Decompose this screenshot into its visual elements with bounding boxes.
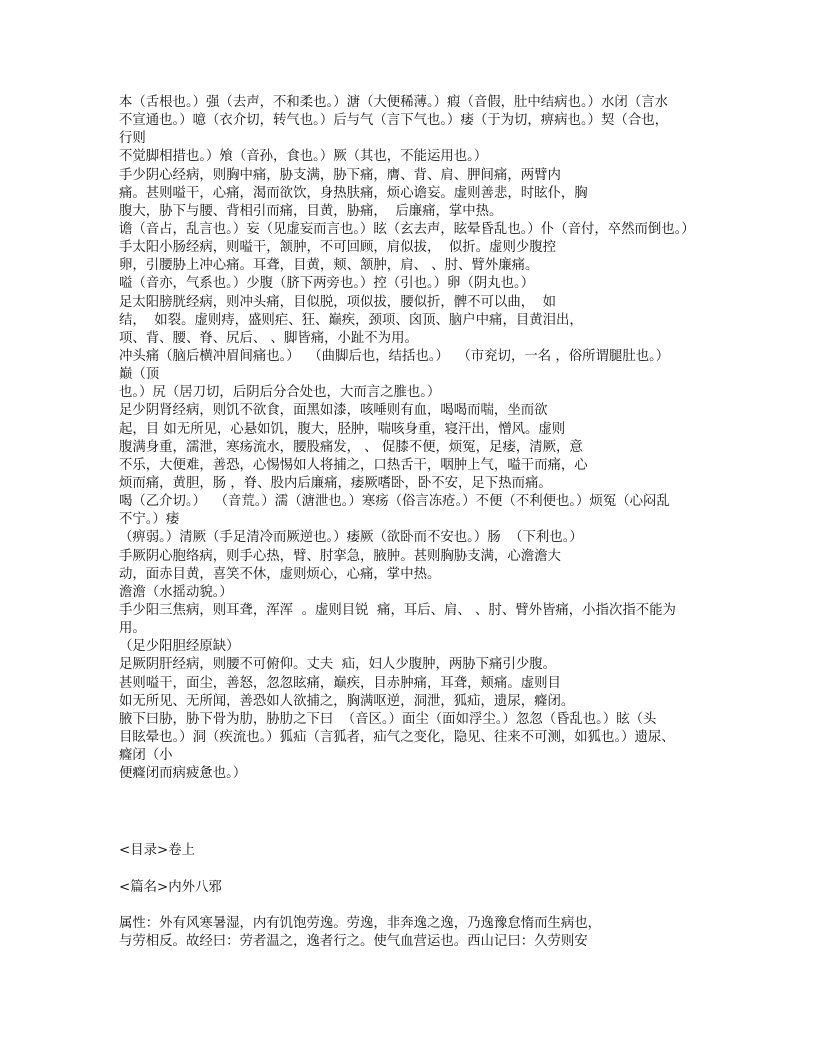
text-line: 足太阳膀胱经病，则冲头痛，目似脱，项似拔，腰似折，髀不可以曲， 如 — [119, 294, 557, 310]
text-line: 不宣通也。）噫（衣介切，转气也。）后与气（言下气也。）痿（于为切，痹病也。）契（合也， — [119, 113, 668, 129]
text-line: 喝（乙介切。） （音荒。）濡（溏泄也。）寒疡（俗言冻疮。）不便（不利便也。）烦冤（心闷乱 — [119, 494, 670, 510]
text-line: 不宁。）痿 — [119, 512, 180, 528]
section-header — [119, 842, 719, 952]
text-line: 腋下曰胁，胁下骨为肋，胁肋之下曰 （音区。）面尘（面如浮尘。）忽忽（昏乱也。）眩（头 — [119, 711, 657, 727]
text-line: 冲头痛（脑后横冲眉间痛也。） （曲脚后也，结括也。） （市兖切，一名 ，俗所谓腿肚也。） — [119, 348, 670, 364]
text-line: 便癃闭而病疲惫也。） — [119, 766, 247, 782]
text-line: 谵（音占，乱言也。）妄（见虚妄而言也。）眩（玄去声，眩晕昏乱也。）仆（音付，卒然而倒也。） — [119, 221, 695, 237]
text-line: 甚则嗌干，面尘，善怒，忽忽眩痛，巅疾，目赤肿痛，耳聋，颊痛。虚则目 — [119, 675, 561, 691]
text-line: 癃闭（小 — [119, 748, 173, 764]
attribute-line: 与劳相反。故经曰：劳者温之，逸者行之。使气血营运也。西山记曰：久劳则安 — [119, 934, 588, 950]
text-line: 腹满身重，濡泄，寒疡流水，腰股痛发， 、 促膝不便，烦冤，足痿，清厥，意 — [119, 439, 583, 455]
text-line: 不乐，大便难，善恐，心惕惕如人将捕之，口热舌干，咽肿上气，嗌干而痛，心 — [119, 457, 588, 473]
text-line: （痹弱。）清厥（手足清冷而厥逆也。）痿厥（欲卧而不安也。）肠 （下利也。） — [119, 530, 583, 546]
text-line: 动，面赤目黄，喜笑不休，虚则烦心，心痛，掌中热。 — [119, 566, 441, 582]
text-line: 手太阳小肠经病，则嗌干，颔肿，不可回顾，肩似拔， 似折。虚则少腹控 — [119, 240, 557, 256]
text-line: 手少阳三焦病，则耳聋，浑浑 。虚则目锐 痛，耳后、肩、 、肘、臂外皆痛，小指次指不能为 — [119, 602, 676, 618]
text-line: 巅（顶 — [119, 367, 160, 383]
text-line: 腹大，胁下与腰、背相引而痛，目黄，胁痛， 后廉痛，掌中热。 — [119, 203, 503, 219]
text-line: 用。 — [119, 621, 146, 637]
text-line: （足少阳胆经原缺） — [119, 639, 240, 655]
document-body — [119, 94, 719, 783]
text-line: 如无所见、无所闻，善恐如人欲捕之，胸满呕逆，洞泄，狐疝，遗尿，癃闭。 — [119, 693, 575, 709]
text-line: 痛。甚则嗌干，心痛，渴而欲饮，身热肤痛，烦心谵妄。虚则善悲，时眩仆，胸 — [119, 185, 588, 201]
text-line: 目眩晕也。）洞（疾流也。）狐疝（言狐者，疝气之变化，隐见、往来不可测，如狐也。）遗尿、 — [119, 729, 675, 745]
chapter-heading: <篇名>内外八邪 — [119, 879, 222, 895]
text-line: 也。）尻（居刀切，后阴后分合处也，大而言之脽也。） — [119, 385, 441, 401]
text-line: 本（舌根也。）强（去声，不和柔也。）溏（大便稀薄。）瘕（音假，肚中结病也。）水闭（言水 — [119, 95, 668, 110]
text-line: 手少阴心经病，则胸中痛，胁支满，胁下痛，膺、背、肩、胛间痛，两臂内 — [119, 167, 561, 183]
text-line: 卵，引腰胁上冲心痛。耳聋，目黄，颊、颔肿，肩、 、肘、臂外廉痛。 — [119, 258, 539, 274]
text-line: 烦而痛，黄胆，肠 ，脊、股内后廉痛，痿厥嗜卧，卧不安，足下热而痛。 — [119, 475, 552, 491]
attribute-line: 属性：外有风寒暑湿，内有饥饱劳逸。劳逸，非奔逸之逸，乃逸豫怠惰而生病也， — [119, 916, 602, 932]
catalog-heading: <目录>卷上 — [119, 843, 196, 858]
text-line: 项、背、腰、脊、尻后、 、脚皆痛，小趾不为用。 — [119, 330, 418, 346]
text-line: 澹澹（水摇动貌。） — [119, 584, 233, 600]
text-line: 行则 — [119, 131, 146, 147]
text-line: 不觉脚相措也。）飧（音孙，食也。）厥（其也，不能运用也。） — [119, 149, 488, 165]
text-line: 嗌（音亦，气系也。）少腹（脐下两旁也。）控（引也。）卵（阴丸也。） — [119, 276, 535, 292]
text-line: 足少阴肾经病，则饥不欲食，面黑如漆，咳唾则有血，喝喝而喘，坐而欲 — [119, 403, 548, 419]
text-line: 起，目 如无所见，心悬如饥，腹大，胫肿，喘咳身重，寝汗出，憎风。虚则 — [119, 421, 566, 437]
text-line: 足厥阴肝经病，则腰不可俯仰。丈夫 疝，妇人少腹肿，两胁下痛引少腹。 — [119, 657, 557, 673]
text-line: 结， 如裂。虚则痔，盛则疟、狂、巅疾，颈项、囟顶、脑户中痛，目黄泪出， — [119, 312, 583, 328]
text-line: 手厥阴心胞络病，则手心热，臂、肘挛急，腋肿。甚则胸胁支满，心澹澹大 — [119, 548, 561, 564]
